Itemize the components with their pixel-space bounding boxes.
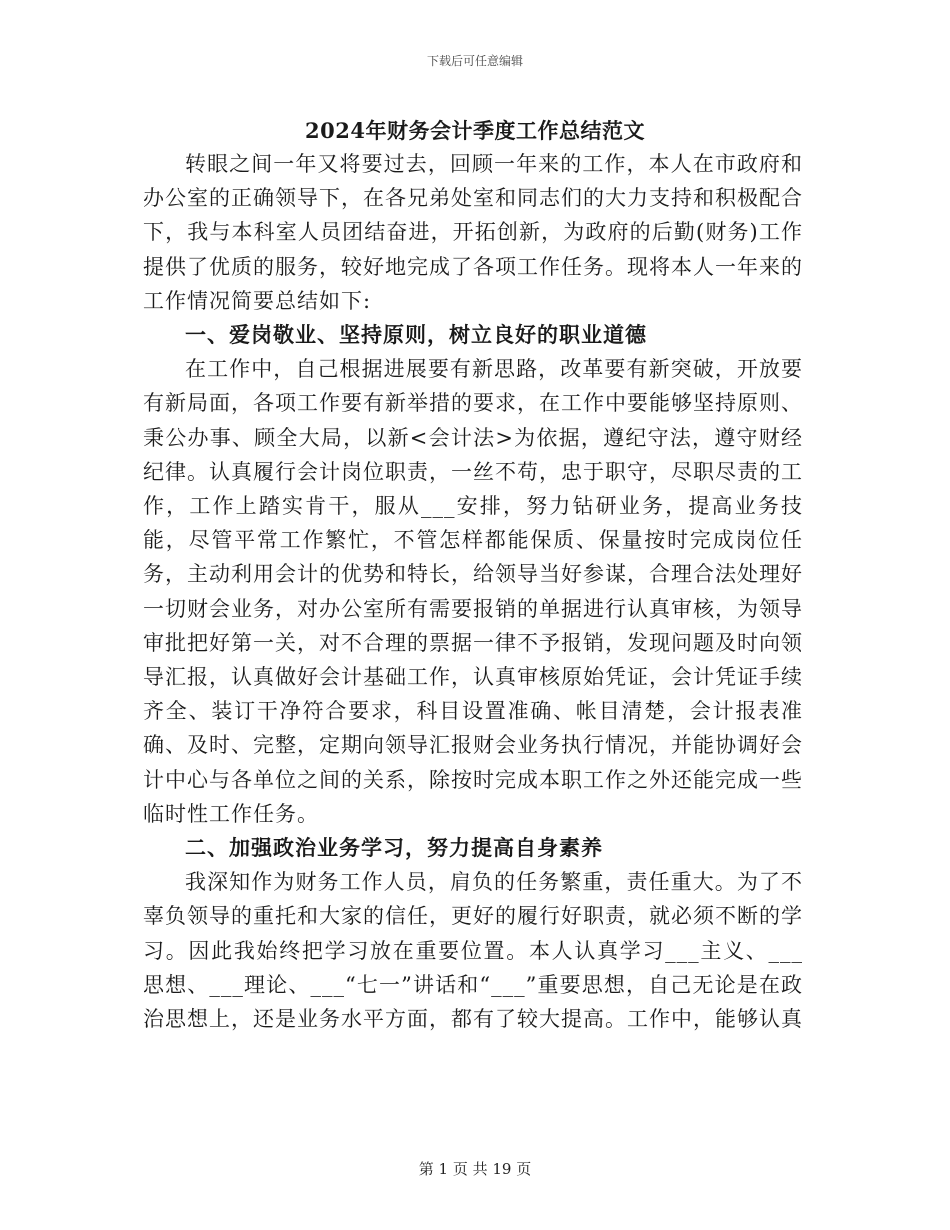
document-body (143, 147, 803, 1036)
section-2-paragraph: 我深知作为财务工作人员，肩负的任务繁重，责任重大。为了不辜负领导的重托和大家的信任，更好的履行好职责，就必须不断的学习。因此我始终把学习放在重要位置。本人认真学习___主义、___思想、___理论、___“七一”讲话和“___”重要思想，自己无论是在政治思想上，还是业务水平方面，都有了较大提高。工作中，能够认真 (143, 870, 803, 1032)
section-1-heading: 一、爱岗敬业、坚持原则，树立良好的职业道德 (185, 322, 647, 348)
intro-paragraph: 转眼之间一年又将要过去，回顾一年来的工作，本人在市政府和办公室的正确领导下，在各兄弟处室和同志们的大力支持和积极配合下，我与本科室人员团结奋进，开拓创新，为政府的后勤(财务)工作提供了优质的服务，较好地完成了各项工作任务。现将本人一年来的工作情况简要总结如下: (143, 152, 803, 313)
section-1-paragraph: 在工作中，自己根据进展要有新思路，改革要有新突破，开放要有新局面，各项工作要有新举措的要求，在工作中要能够坚持原则、秉公办事、顾全大局，以新<会计法>为依据，遵纪守法，遵守财经纪律。认真履行会计岗位职责，一丝不苟，忠于职守，尽职尽责的工作，工作上踏实肯干，服从___安排，努力钻研业务，提高业务技能，尽管平常工作繁忙，不管怎样都能保质、保量按时完成岗位任务，主动利用会计的优势和特长，给领导当好参谋，合理合法处理好一切财会业务，对办公室所有需要报销的单据进行认真审核，为领导审批把好第一关，对不合理的票据一律不予报销，发现问题及时向领导汇报，认真做好会计基础工作，认真审核原始凭证，会计凭证手续齐全、装订干净符合要求，科目设置准确、帐目清楚，会计报表准确、及时、完整，定期向领导汇报财会业务执行情况，并能协调好会计中心与各单位之间的关系，除按时完成本职工作之外还能完成一些临时性工作任务。 (143, 357, 803, 826)
header-note: 下载后可任意编辑 (426, 54, 523, 68)
document-title: 2024年财务会计季度工作总结范文 (305, 118, 645, 143)
page-number: 第 1 页 共 19 页 (418, 1160, 532, 1178)
section-2-heading: 二、加强政治业务学习，努力提高自身素养 (185, 835, 603, 861)
